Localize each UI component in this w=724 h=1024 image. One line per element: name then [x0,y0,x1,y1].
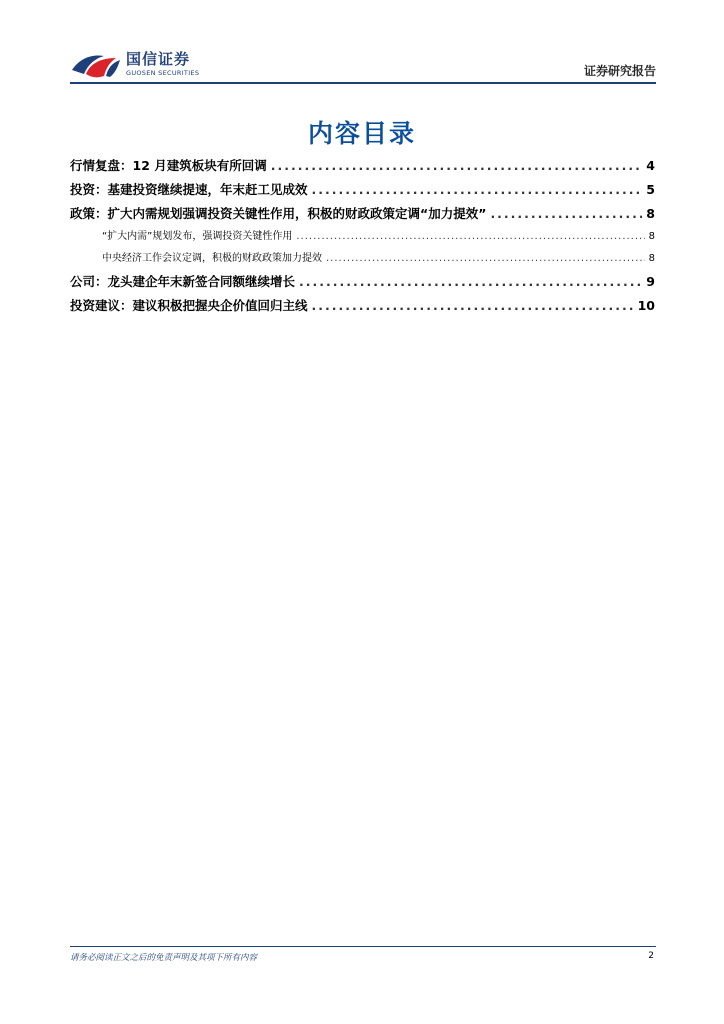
toc-leader-dots [312,294,634,318]
toc-item[interactable] [70,270,655,294]
toc-item-label: 投资建议：建议积极把握央企价值回归主线 [70,298,308,313]
page-number: 2 [648,951,654,961]
toc-leader-dots [299,270,642,294]
toc-item-page: 8 [648,253,655,264]
toc-item[interactable] [70,202,655,226]
toc-title: 内容目录 [307,119,416,148]
toc-leader-dots [271,154,643,178]
toc-item-label: “扩大内需”规划发布，强调投资关键性作用 [102,231,293,242]
toc-leader-dots [490,202,642,226]
toc-leader-dots [312,178,643,202]
guosen-logo [70,48,199,80]
toc-item-label: 中央经济工作会议定调，积极的财政政策加力提效 [102,253,322,264]
toc-item-page: 4 [646,158,655,173]
toc-item-page: 8 [648,231,655,242]
logo-english-name: GUOSEN SECURITIES [126,68,200,77]
disclaimer-text: 请务必阅读正文之后的免责声明及其项下所有内容 [70,953,258,963]
toc-item-page: 5 [646,182,655,197]
toc-item[interactable] [70,154,655,178]
toc-item-page: 10 [637,298,655,313]
logo-chinese-name: 国信证券 [126,49,191,68]
toc-item-label: 行情复盘：12 月建筑板块有所回调 [70,158,267,173]
toc-leader-dots [326,248,645,270]
toc-item[interactable] [70,178,655,202]
footer-divider [70,946,656,947]
table-of-contents [70,154,655,318]
toc-item-label: 政策：扩大内需规划强调投资关键性作用，积极的财政政策定调“加力提效” [70,206,487,221]
page-header [70,48,656,84]
toc-subitem[interactable] [70,226,655,248]
toc-item-label: 投资：基建投资继续提速，年末赶工见成效 [70,182,308,197]
toc-item[interactable] [70,294,655,318]
header-divider [70,82,656,84]
toc-item-page: 9 [646,274,655,289]
guosen-logo-icon [70,48,122,80]
toc-item-label: 公司：龙头建企年末新签合同额继续增长 [70,274,296,289]
toc-subitem[interactable] [70,248,655,270]
report-type-label: 证券研究报告 [583,64,656,78]
toc-item-page: 8 [646,206,655,221]
toc-leader-dots [296,226,644,248]
